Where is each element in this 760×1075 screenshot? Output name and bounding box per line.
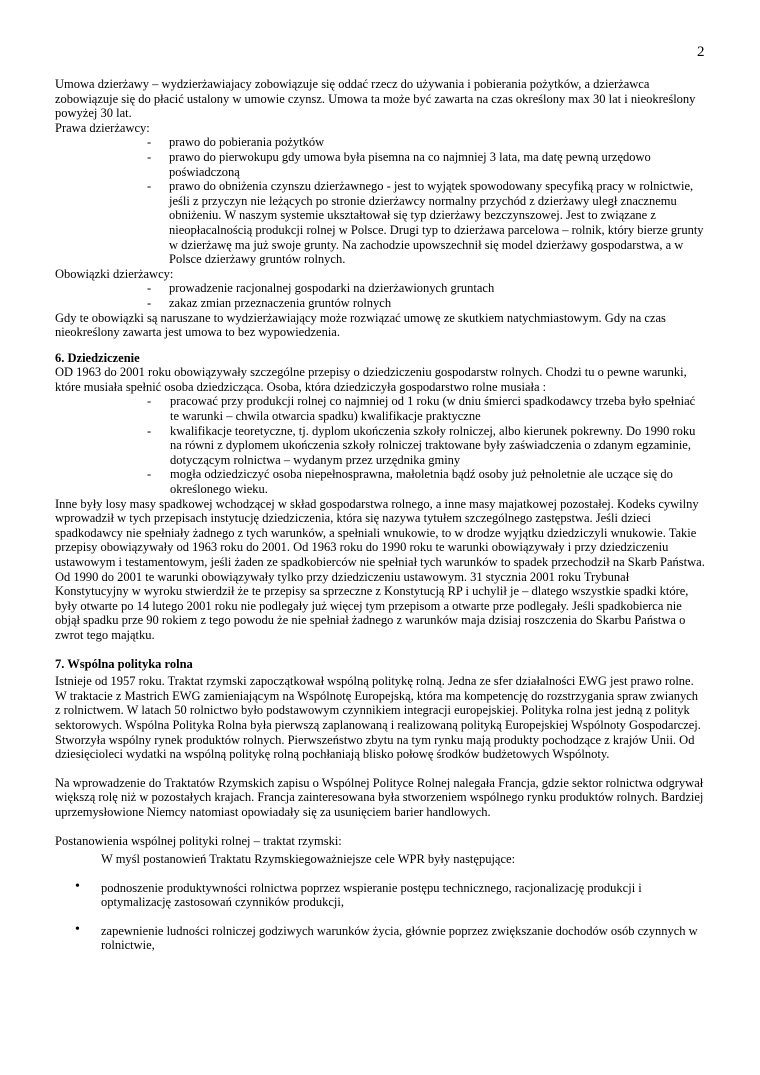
dash-bullet-icon: - [147, 281, 152, 296]
cap-goals-list [55, 878, 705, 953]
cap-provisions-heading: Postanowienia wspólnej polityki rolnej – traktat rzymski: [55, 833, 342, 848]
dash-bullet-icon: - [147, 179, 152, 194]
cap-paragraph-2: Na wprowadzenie do Traktatów Rzymskich zapisu o Wspólnej Polityce Rolnej nalegała Francja, gdzie sektor rolnictwa odgrywał większą rolę niż w pozostałych krajach. Francja zainteresowana była stworzeniem wspólnego rynku produktów rolnych. Bardziej uprzemysłowione Niemcy natomiast opowiadały się za usunięciem barier handlowych. [55, 775, 704, 819]
inheritance-body: Inne były losy masy spadkowej wchodzącej w skład gospodarstwa rolnego, a inne masy majatkowej pozostałej. Kodeks cywilny wprowadził w tych przepisach instytucję dziedziczenia, która się nazywa tytułem szczególnego zastępstwa. Jeśli dzieci spadkodawcy nie spełniały żadnego z tych warunków, a spełniali wnukowie, to w drodze wyjątku dziedziczyli wnukowie. Takie przepisy obowiązywały od 1963 roku do 2001. Od 1963 roku do 1990 roku te warunki obowiązywały i przy dziedziczeniu ustawowym i testamentowym, jeśli żaden ze spadkobierców nie spełniał tych warunków to spadek przechodził na Skarb Państwa. Od 1990 do 2001 te warunki obowiązywały tylko przy dziedziczeniu ustawowym. 31 stycznia 2001 roku Trybunał Konstytucyjny w wyroku stwierdził że te przepisy sa sprzeczne z Konstytucją RP i uchylił je – dlatego wszystkie spadki które, były otwarte po 14 lutego 2001 roku nie podlegały już więcej tym przepisom a otwarte prze podlegały. Jeśli spadkobierca nie objął spadku prze 90 rokiem z tego powodu że nie spełniał żadnego z warunków maja dzisiaj roszczenia do Skarbu Państwa o zwrot tego majątku. [55, 496, 705, 642]
list-item: - prowadzenie racjonalnej gospodarki na dzierżawionych gruntach [147, 281, 495, 296]
lease-duties-heading: Obowiązki dzierżawcy: [55, 266, 174, 281]
inheritance-conditions-list [55, 394, 705, 496]
cap-paragraph-1: Istnieje od 1957 roku. Traktat rzymski zapoczątkował wspólną politykę rolną. Jedna ze sfer działalności EWG jest prawo rolne. W traktacie z Mastrich EWG zamieniającym na Wspólnotę Europejską, która ma kompetencję do rozstrzygania spraw zwianych z rolnictwem. W latach 50 rolnictwo było podstawowym czynnikiem integracji europejskiej. Polityka rolna jest jedną z polityk sektorowych. Wspólna Polityka Rolna była pierwszą zaplanowaną i realizowaną polityką Europejskiej Wspólnoty Gospodarczej. Stworzyła wspólny rynek produktów rolnych. Pierwszeństwo zbytu na tym rynku mają produkty pochodzące z krajów Unii. Od dziesięcioleci wydatki na wspólną politykę rolną pochłaniają blisko połowę środków budżetowych Wspólnoty. [55, 674, 701, 762]
list-item: - pracować przy produkcji rolnej co najmniej od 1 roku (w dniu śmierci spadkodawcy trzeba było spełniać te warunki – chwila otwarcia spadku) kwalifikacje praktyczne [147, 394, 696, 424]
list-item: - prawo do pobierania pożytków [147, 135, 325, 150]
lease-intro: Umowa dzierżawy – wydzierżawiajacy zobowiązuje się oddać rzecz do używania i pobierania pożytków, a dzierżawca zobowiązuje się do płacić ustalony w umowie czynsz. Umowa ta może być zawarta na czas określony max 30 lat i nieokreślony powyżej 30 lat. [55, 77, 696, 121]
list-item: - prawo do obniżenia czynszu dzierżawnego - jest to wyjątek spowodowany specyfiką pracy w rolnictwie, jeśli z przyczyn nie leżących po stronie dzierżawcy normalny przychód z dzierżawy uległ znacznemu obniżeniu. W naszym systemie ukształtował się typ dzierżawy bezczynszowej. Jest to związane z nieopłacalnością produkcji rolnej w Polsce. Drugi typ to dzierżawa parcelowa – rolnik, który bierze grunty w dzierżawę ma już swoje grunty. Na zachodzie upowszechnił się model dzierżawy gospodarstwa, a w Polsce dzierżawy gruntów rolnych. [147, 179, 704, 267]
dash-bullet-icon: - [147, 394, 152, 409]
lease-closing: Gdy te obowiązki są naruszane to wydzierżawiający może rozwiązać umowę ze skutkiem natychmiastowym. Gdy na czas nieokreślony zawarta jest umowa to bez wypowiedzenia. [55, 310, 666, 340]
inheritance-intro: OD 1963 do 2001 roku obowiązywały szczególne przepisy o dziedziczeniu gospodarstw rolnych. Chodzi tu o pewne warunki, które musiała spełnić osoba dziedzicząca. Osoba, która dziedziczyła gospodarstwo rolne musiała : [55, 365, 687, 394]
lease-rights-list [55, 135, 705, 266]
dash-bullet-icon: - [147, 149, 152, 164]
lease-rights-heading: Prawa dzierżawcy: [55, 120, 150, 135]
dash-bullet-icon: - [147, 423, 152, 438]
list-item: - prawo do pierwokupu gdy umowa była pisemna na co najmniej 3 lata, ma datę pewną urzędowo poświadczoną [147, 149, 651, 179]
dash-bullet-icon: - [147, 135, 152, 150]
section-heading-inheritance: 6. Dziedziczenie [55, 350, 140, 365]
list-item: • zapewnienie ludności rolniczej godziwych warunków życia, głównie poprzez zwiększanie dochodów osób czynnych w rolnictwie, [75, 921, 698, 953]
lease-duties-list [55, 281, 705, 310]
cap-provisions-intro: W myśl postanowień Traktatu Rzymskiegoważniejsze cele WPR były następujące: [101, 852, 516, 867]
list-item: - kwalifikacje teoretyczne, tj. dyplom ukończenia szkoły rolniczej, albo kierunek pokrewny. Do 1990 roku na równi z dyplomem ukończenia szkoły rolniczej traktowane były zaświadczenia o zdanym egzaminie, dotyczącym rolnictwa – wydanym przez urzędnika gminy [147, 423, 696, 467]
bullet-icon: • [75, 878, 80, 894]
document-body [55, 77, 705, 953]
dash-bullet-icon: - [147, 467, 152, 482]
bullet-icon: • [75, 921, 80, 937]
section-heading-cap: 7. Wspólna polityka rolna [55, 656, 193, 671]
list-item: - zakaz zmian przeznaczenia gruntów rolnych [147, 295, 392, 310]
list-item: - mogła odziedziczyć osoba niepełnosprawna, małoletnia bądź osoby już pełnoletnie ale uczące się do określonego wieku. [147, 467, 673, 497]
page-number: 2 [697, 44, 705, 60]
dash-bullet-icon: - [147, 295, 152, 310]
list-item: • podnoszenie produktywności rolnictwa poprzez wspieranie postępu technicznego, racjonalizację produkcji i optymalizację zastosowań czynników produkcji, [75, 878, 642, 910]
